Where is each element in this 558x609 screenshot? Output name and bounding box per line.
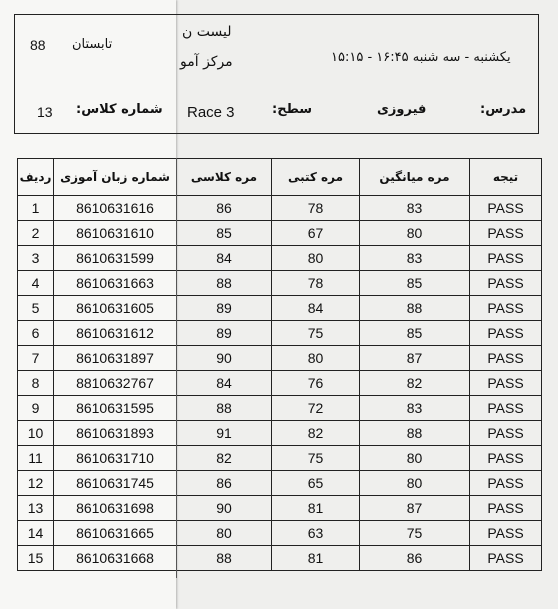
result-cell: PASS — [470, 471, 542, 496]
student-id-cell: 8610631610 — [54, 221, 177, 246]
written-grade-cell: 67 — [272, 221, 360, 246]
student-id-cell: 8610631710 — [54, 446, 177, 471]
table-row — [18, 421, 542, 446]
result-cell: PASS — [470, 196, 542, 221]
average-grade-cell: 87 — [360, 496, 470, 521]
row-number-cell: 11 — [18, 446, 54, 471]
average-grade-cell: 80 — [360, 471, 470, 496]
table-row — [18, 446, 542, 471]
result-cell: PASS — [470, 271, 542, 296]
table-row — [18, 371, 542, 396]
result-cell: PASS — [470, 546, 542, 571]
year-value: 88 — [30, 37, 46, 53]
row-number-cell: 7 — [18, 346, 54, 371]
table-row — [18, 271, 542, 296]
student-id-cell: 8810632767 — [54, 371, 177, 396]
student-id-cell: 8610631663 — [54, 271, 177, 296]
written-grade-cell: 80 — [272, 246, 360, 271]
level-value: Race 3 — [187, 104, 235, 121]
result-cell: PASS — [470, 446, 542, 471]
table-row — [18, 396, 542, 421]
col-header-result: تیجه — [470, 159, 542, 196]
written-grade-cell: 65 — [272, 471, 360, 496]
result-cell: PASS — [470, 321, 542, 346]
table-row — [18, 321, 542, 346]
col-header-written-grade: مره کتبی — [272, 159, 360, 196]
page-fold-line — [176, 158, 177, 578]
class-grade-cell: 88 — [177, 546, 272, 571]
level-label: سطح: — [272, 102, 313, 117]
row-number-cell: 14 — [18, 521, 54, 546]
result-cell: PASS — [470, 371, 542, 396]
col-header-class-grade: مره کلاسی — [177, 159, 272, 196]
student-id-cell: 8610631612 — [54, 321, 177, 346]
student-id-cell: 8610631893 — [54, 421, 177, 446]
teacher-label: مدرس: — [480, 102, 527, 117]
written-grade-cell: 63 — [272, 521, 360, 546]
row-number-cell: 5 — [18, 296, 54, 321]
table-row — [18, 521, 542, 546]
written-grade-cell: 76 — [272, 371, 360, 396]
class-grade-cell: 82 — [177, 446, 272, 471]
average-grade-cell: 87 — [360, 346, 470, 371]
average-grade-cell: 83 — [360, 396, 470, 421]
written-grade-cell: 82 — [272, 421, 360, 446]
average-grade-cell: 83 — [360, 246, 470, 271]
average-grade-cell: 82 — [360, 371, 470, 396]
grades-table — [17, 158, 542, 571]
class-grade-cell: 86 — [177, 196, 272, 221]
student-id-cell: 8610631665 — [54, 521, 177, 546]
average-grade-cell: 88 — [360, 421, 470, 446]
result-cell: PASS — [470, 221, 542, 246]
average-grade-cell: 75 — [360, 521, 470, 546]
written-grade-cell: 81 — [272, 546, 360, 571]
class-grade-cell: 84 — [177, 246, 272, 271]
average-grade-cell: 80 — [360, 446, 470, 471]
row-number-cell: 3 — [18, 246, 54, 271]
result-cell: PASS — [470, 246, 542, 271]
class-grade-cell: 89 — [177, 321, 272, 346]
table-row — [18, 221, 542, 246]
result-cell: PASS — [470, 396, 542, 421]
row-number-cell: 15 — [18, 546, 54, 571]
class-grade-cell: 85 — [177, 221, 272, 246]
student-id-cell: 8610631605 — [54, 296, 177, 321]
written-grade-cell: 84 — [272, 296, 360, 321]
class-grade-cell: 80 — [177, 521, 272, 546]
row-number-cell: 1 — [18, 196, 54, 221]
class-grade-cell: 90 — [177, 346, 272, 371]
row-number-cell: 13 — [18, 496, 54, 521]
student-id-cell: 8610631668 — [54, 546, 177, 571]
table-header-row — [18, 159, 542, 196]
class-grade-cell: 88 — [177, 396, 272, 421]
written-grade-cell: 80 — [272, 346, 360, 371]
written-grade-cell: 78 — [272, 196, 360, 221]
table-row — [18, 246, 542, 271]
student-id-cell: 8610631616 — [54, 196, 177, 221]
average-grade-cell: 85 — [360, 271, 470, 296]
student-id-cell: 8610631595 — [54, 396, 177, 421]
table-row — [18, 346, 542, 371]
average-grade-cell: 86 — [360, 546, 470, 571]
class-number-value: 13 — [37, 104, 53, 120]
student-id-cell: 8610631745 — [54, 471, 177, 496]
class-grade-cell: 86 — [177, 471, 272, 496]
row-number-cell: 9 — [18, 396, 54, 421]
class-grade-cell: 84 — [177, 371, 272, 396]
average-grade-cell: 83 — [360, 196, 470, 221]
table-row — [18, 196, 542, 221]
class-grade-cell: 89 — [177, 296, 272, 321]
written-grade-cell: 81 — [272, 496, 360, 521]
average-grade-cell: 88 — [360, 296, 470, 321]
written-grade-cell: 78 — [272, 271, 360, 296]
row-number-cell: 4 — [18, 271, 54, 296]
class-grade-cell: 88 — [177, 271, 272, 296]
teacher-name: فیروزی — [377, 102, 427, 117]
season-label: تابستان — [72, 37, 113, 52]
student-id-cell: 8610631599 — [54, 246, 177, 271]
row-number-cell: 6 — [18, 321, 54, 346]
written-grade-cell: 72 — [272, 396, 360, 421]
written-grade-cell: 75 — [272, 321, 360, 346]
result-cell: PASS — [470, 421, 542, 446]
table-row — [18, 496, 542, 521]
table-row — [18, 471, 542, 496]
document-title: لیست ن — [182, 24, 232, 40]
row-number-cell: 8 — [18, 371, 54, 396]
center-name: مرکز آمو — [180, 54, 233, 70]
col-header-student-id: شماره زبان آموزی — [54, 159, 177, 196]
student-id-cell: 8610631698 — [54, 496, 177, 521]
result-cell: PASS — [470, 496, 542, 521]
average-grade-cell: 80 — [360, 221, 470, 246]
col-header-average-grade: مره میانگین — [360, 159, 470, 196]
class-grade-cell: 90 — [177, 496, 272, 521]
row-number-cell: 12 — [18, 471, 54, 496]
class-grade-cell: 91 — [177, 421, 272, 446]
table-row — [18, 546, 542, 571]
student-id-cell: 8610631897 — [54, 346, 177, 371]
result-cell: PASS — [470, 346, 542, 371]
result-cell: PASS — [470, 296, 542, 321]
result-cell: PASS — [470, 521, 542, 546]
col-header-row-number: ردیف — [18, 159, 54, 196]
written-grade-cell: 75 — [272, 446, 360, 471]
table-row — [18, 296, 542, 321]
average-grade-cell: 85 — [360, 321, 470, 346]
class-number-label: شماره کلاس: — [76, 102, 163, 117]
schedule-datetime: یکشنبه - سه شنبه ۱۶:۴۵ - ۱۵:۱۵ — [331, 50, 511, 65]
row-number-cell: 2 — [18, 221, 54, 246]
row-number-cell: 10 — [18, 421, 54, 446]
